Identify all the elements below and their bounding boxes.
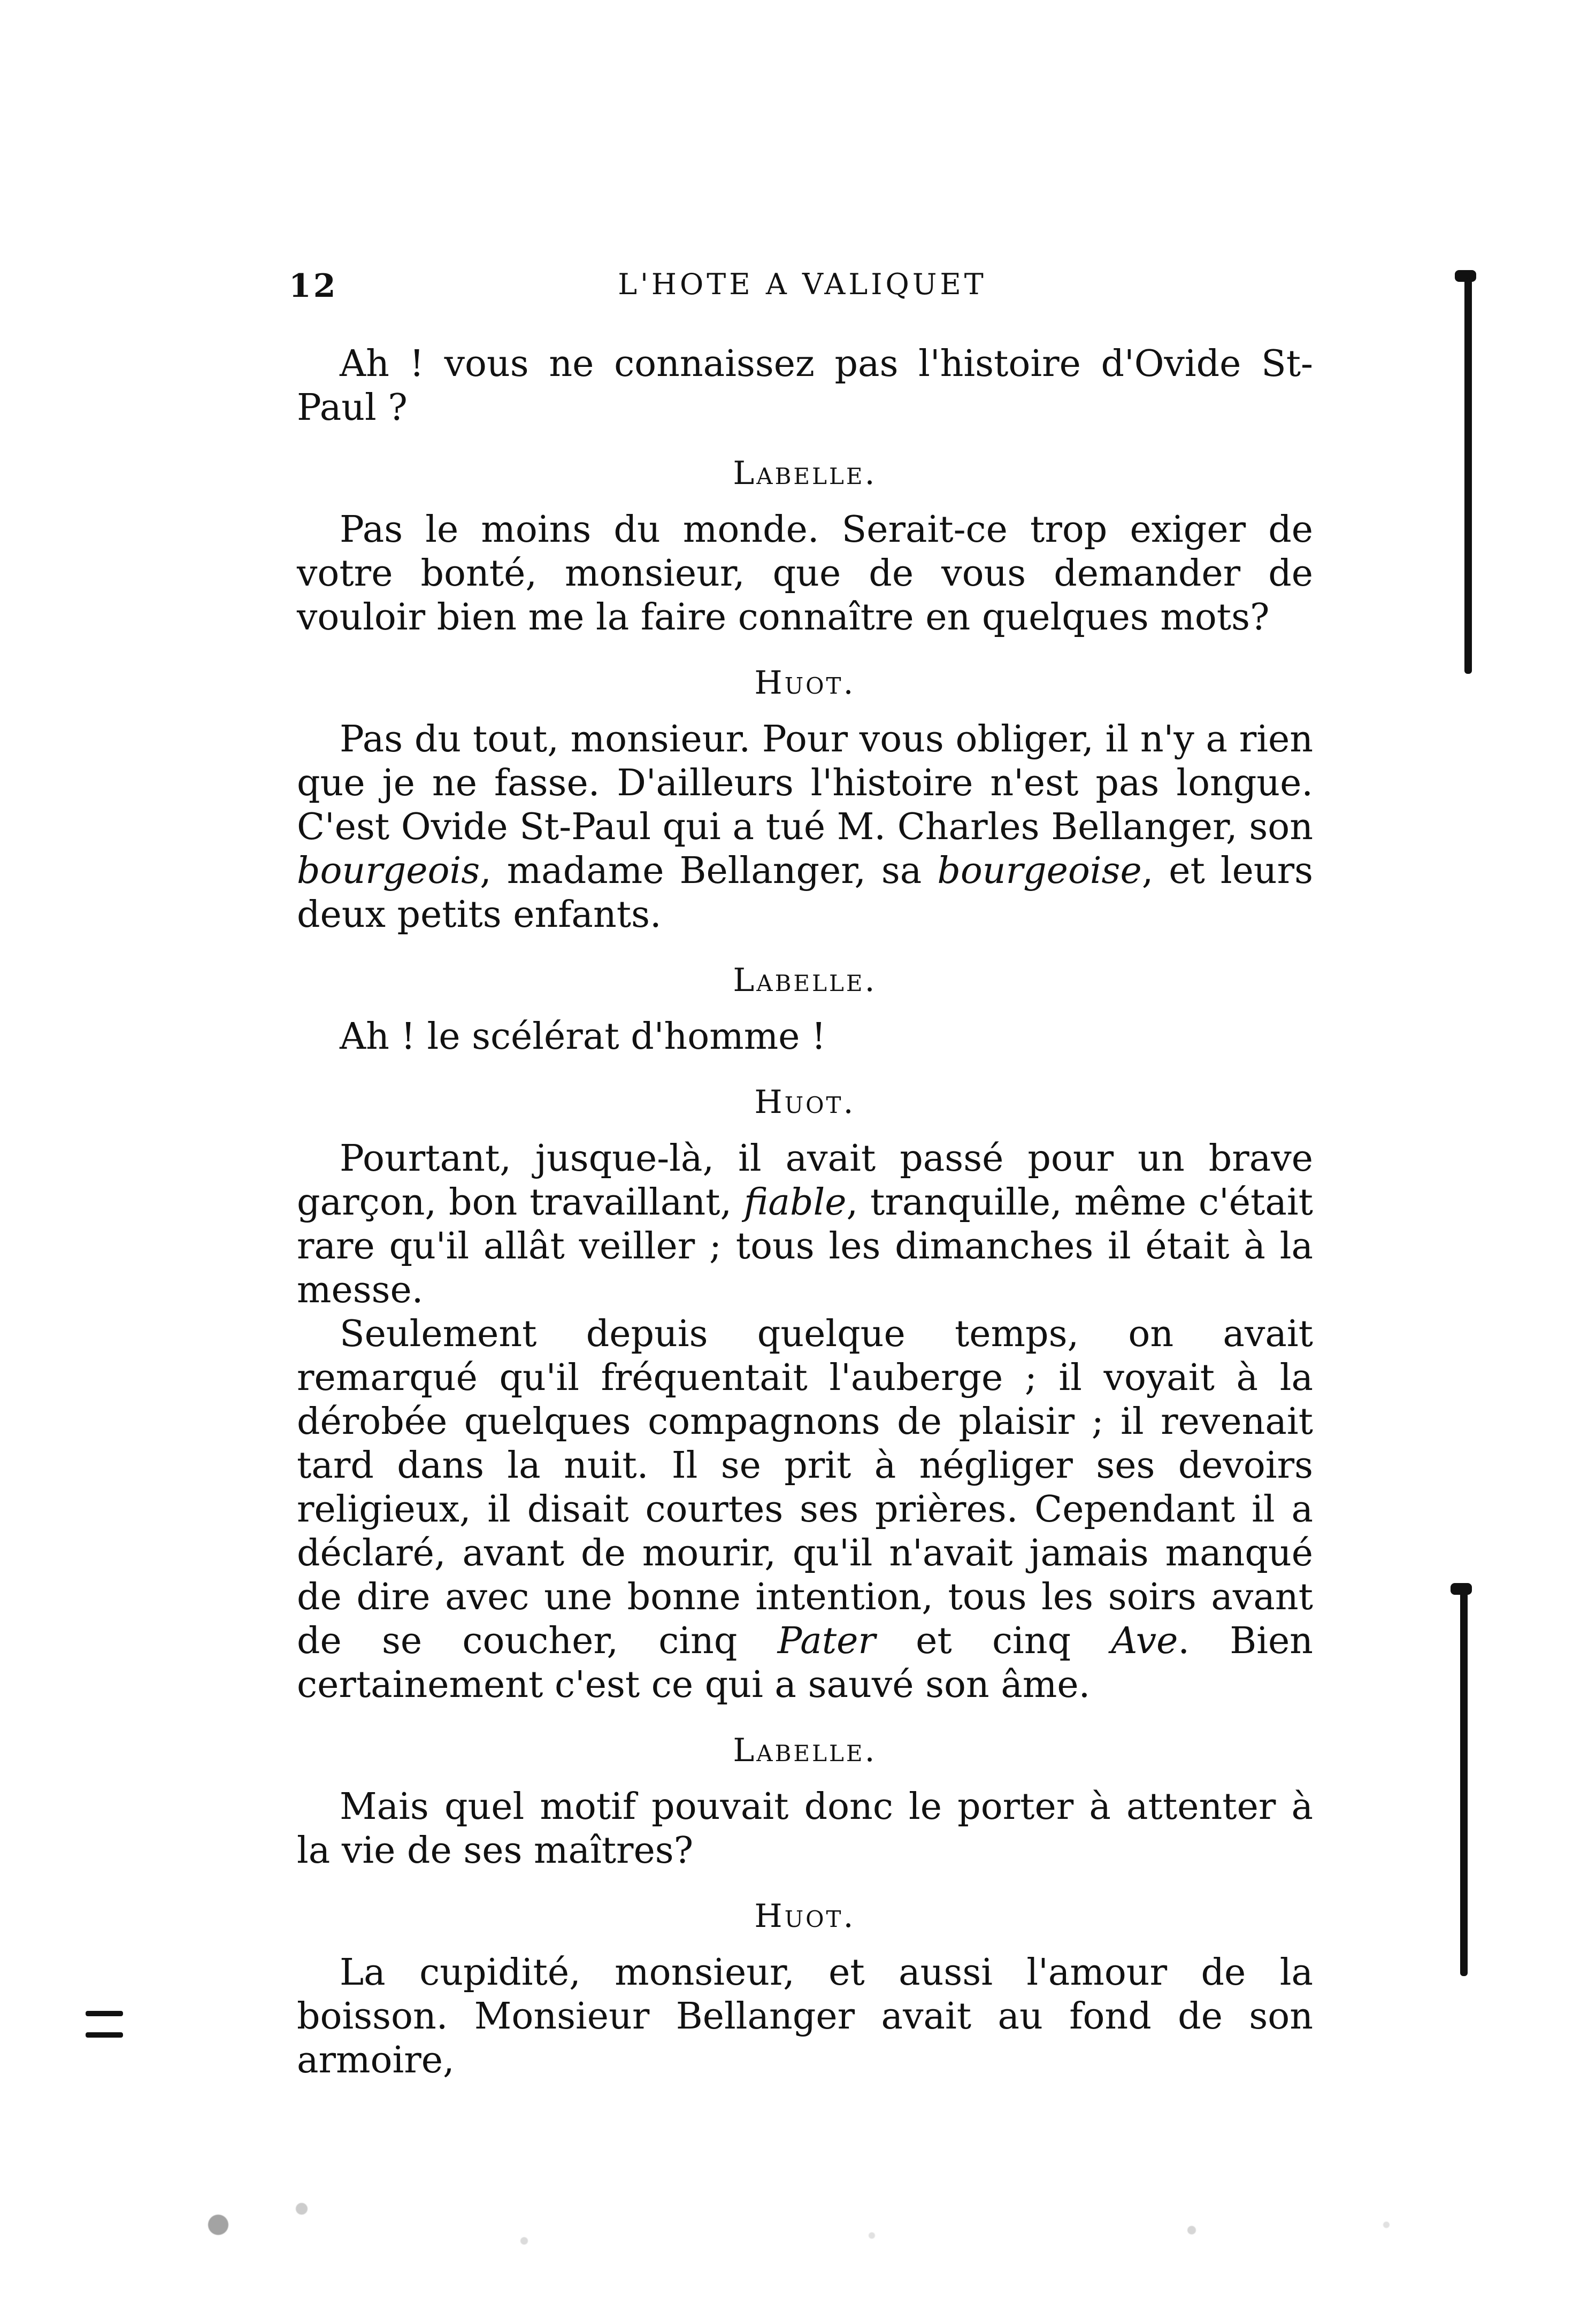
text-run: et cinq xyxy=(875,1620,1111,1662)
italic-run: Ave xyxy=(1111,1620,1178,1662)
body-text xyxy=(297,342,1313,2083)
text-run: , madame Bellanger, sa xyxy=(480,850,938,892)
paragraph-4: Ah ! le scélérat d'homme ! xyxy=(340,1016,826,1058)
text-run: , et leurs deux petits enfants. xyxy=(297,850,1314,936)
text-run: Pourtant, jusque-là, il avait passé pour un brave garçon, bon travaillant, xyxy=(297,1138,1313,1224)
text-run: , tranquille, même c'était rare qu'il allât veiller ; tous les dimanches il était à la messe. xyxy=(297,1181,1313,1311)
italic-run: bourgeois xyxy=(297,850,480,892)
paragraph-3 xyxy=(297,718,1313,937)
page-header xyxy=(289,267,1316,310)
margin-bracket-bottom xyxy=(1460,1591,1468,1976)
paragraph-8: La cupidité, monsieur, et aussi l'amour de la boisson. Monsieur Bellanger avait au fond de son armoire, xyxy=(297,1952,1313,2081)
text-run: . Bien certainement c'est ce qui a sauvé son âme. xyxy=(297,1620,1313,1706)
speaker-name: Huot. xyxy=(754,1897,856,1935)
italic-run: bourgeoise xyxy=(937,850,1142,892)
left-margin-mark xyxy=(86,2011,123,2016)
paragraph-5 xyxy=(297,1137,1313,1312)
left-margin-mark xyxy=(86,2032,123,2038)
text-run: Pas du tout, monsieur. Pour vous obliger, il n'y a rien que je ne fasse. D'ailleurs l'histoire n'est pas longue. C'est Ovide St-Paul qui a tué M. Charles Bellanger, son xyxy=(297,718,1313,848)
speaker-name: Huot. xyxy=(754,664,856,702)
running-title: L'HOTE A VALIQUET xyxy=(618,267,987,301)
text-run: Seulement depuis quelque temps, on avait remarqué qu'il fréquentait l'auberge ; il voyait à la dérobée quelques compagnons de plaisir ; il revenait tard dans la nuit. Il se prit à négliger ses devoirs religieux, il disait courtes ses prières. Cependant il a déclaré, avant de mourir, qu'il n'avait jamais manqué de dire avec une bonne intention, tous les soirs avant de se coucher, cinq xyxy=(297,1313,1313,1662)
speaker-name: Labelle. xyxy=(733,455,877,492)
paragraph-7: Mais quel motif pouvait donc le porter à attenter à la vie de ses maîtres? xyxy=(297,1786,1313,1872)
scan-noise xyxy=(107,2150,1498,2257)
paragraph-2: Pas le moins du monde. Serait-ce trop exiger de votre bonté, monsieur, que de vous demander de vouloir bien me la faire connaître en quelques mots? xyxy=(297,509,1313,639)
speaker-name: Labelle. xyxy=(733,962,877,999)
margin-bracket-top xyxy=(1464,278,1472,674)
speaker-name: Labelle. xyxy=(733,1732,877,1769)
italic-run: Pater xyxy=(777,1620,876,1662)
speaker-name: Huot. xyxy=(754,1084,856,1121)
paragraph-6 xyxy=(297,1312,1313,1707)
paragraph-1: Ah ! vous ne connaissez pas l'histoire d'Ovide St-Paul ? xyxy=(297,343,1313,429)
page-number: 12 xyxy=(289,267,338,305)
italic-run: fiable xyxy=(744,1181,847,1224)
